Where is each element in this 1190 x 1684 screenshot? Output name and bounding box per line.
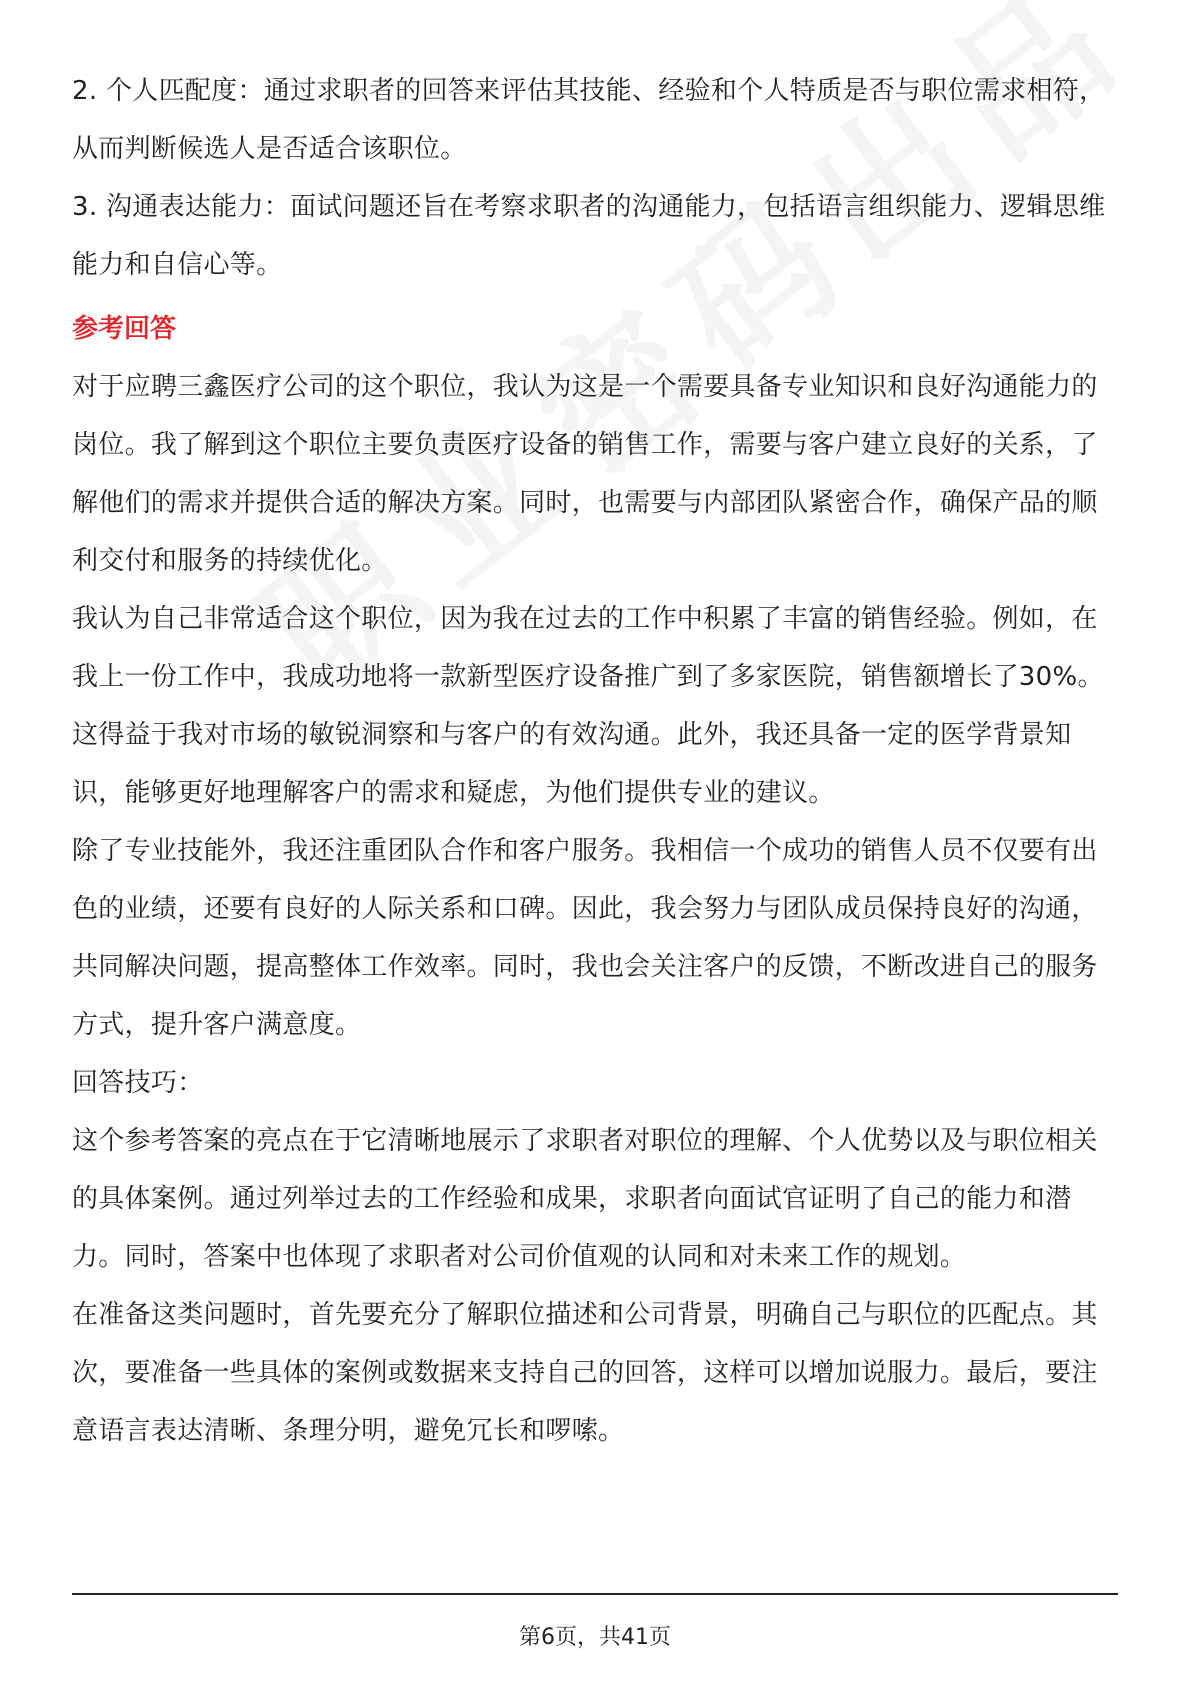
page-number: 第6页，共41页 [519,1625,671,1650]
answer-paragraph-1: 对于应聘三鑫医疗公司的这个职位，我认为这是一个需要具备专业知识和良好沟通能力的岗位。我了解到这个职位主要负责医疗设备的销售工作，需要与客户建立良好的关系，了解他们的需求并提供合适的解决方案。同时，也需要与内部团队紧密合作，确保产品的顺利交付和服务的持续优化。 [72,372,1098,576]
tips-paragraph-2: 在准备这类问题时，首先要充分了解职位描述和公司背景，明确自己与职位的匹配点。其次，要准备一些具体的案例或数据来支持自己的回答，这样可以增加说服力。最后，要注意语言表达清晰、条理分明，避免冗长和啰嗦。 [72,1300,1098,1446]
section-heading: 参考回答 [72,314,177,344]
paragraph-match: 2. 个人匹配度：通过求职者的回答来评估其技能、经验和个人特质是否与职位需求相符，从而判断候选人是否适合该职位。 [72,76,1106,164]
tips-paragraph-1: 这个参考答案的亮点在于它清晰地展示了求职者对职位的理解、个人优势以及与职位相关的具体案例。通过列举过去的工作经验和成果，求职者向面试官证明了自己的能力和潜力。同时，答案中也体现了求职者对公司价值观的认同和对未来工作的规划。 [72,1126,1098,1272]
paragraph-communication: 3. 沟通表达能力：面试问题还旨在考察求职者的沟通能力，包括语言组织能力、逻辑思维能力和自信心等。 [72,192,1106,280]
answer-paragraph-2: 我认为自己非常适合这个职位，因为我在过去的工作中积累了丰富的销售经验。例如，在我上一份工作中，我成功地将一款新型医疗设备推广到了多家医院，销售额增长了30%。这得益于我对市场的敏锐洞察和与客户的有效沟通。此外，我还具备一定的医学背景知识，能够更好地理解客户的需求和疑虑，为他们提供专业的建议。 [72,604,1104,808]
tips-label: 回答技巧： [72,1068,204,1098]
document-body [72,62,1118,1460]
answer-paragraph-3: 除了专业技能外，我还注重团队合作和客户服务。我相信一个成功的销售人员不仅要有出色的业绩，还要有良好的人际关系和口碑。因此，我会努力与团队成员保持良好的沟通，共同解决问题，提高整体工作效率。同时，我也会关注客户的反馈，不断改进自己的服务方式，提升客户满意度。 [72,836,1098,1040]
footer-divider [72,1593,1118,1595]
